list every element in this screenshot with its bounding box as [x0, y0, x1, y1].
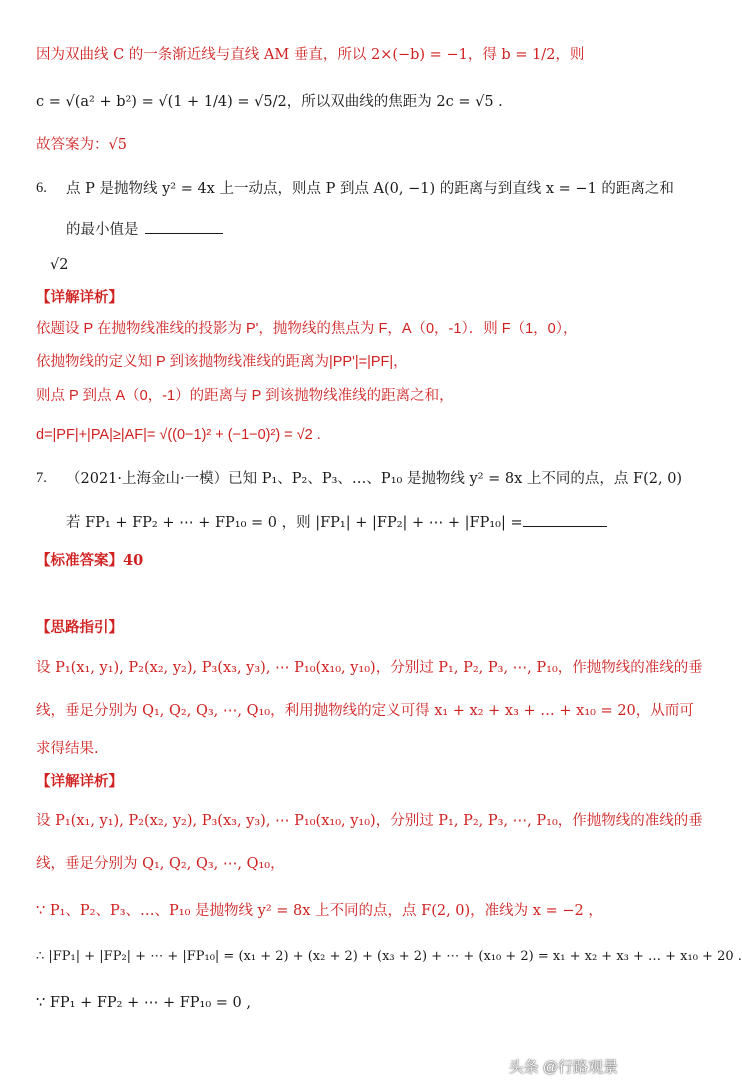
detail-2-line-3: ∵ P₁、P₂、P₃、…、P₁₀ 是抛物线 y² = 8x 上不同的点，点 F(2, 0)，准线为 x = −2 ，: [36, 903, 603, 919]
detail-1-line-4: d=|PF|+|PA|≥|AF|= √((0−1)² + (−1−0)²) = √2 .: [36, 427, 321, 443]
detail-2-line-4: ∴ |FP₁| + |FP₂| + ⋯ + |FP₁₀| = (x₁ + 2) + (x₂ + 2) + (x₃ + 2) + ⋯ + (x₁₀ + 2) = x₁ + x₂ + x₃ + … + x₁₀ + 20 .: [36, 949, 742, 964]
answer-blank: [145, 219, 223, 234]
question-6-text-cont: [66, 219, 223, 241]
question-7-text: （2021·上海金山·一模）已知 P₁、P₂、P₃、…、P₁₀ 是抛物线 y² = 8x 上不同的点，点 F(2, 0): [66, 471, 683, 487]
question-6-tail: 的最小值是: [66, 222, 139, 238]
question-7-text-cont: [66, 512, 607, 534]
detail-2-line-5: ∵ FP₁ + FP₂ + ⋯ + FP₁₀ = 0 ,: [36, 995, 251, 1011]
question-6-text: 点 P 是抛物线 y² = 4x 上一动点，则点 P 到点 A(0, −1) 的距离与到直线 x = −1 的距离之和: [66, 181, 674, 197]
question-7-number: 7.: [36, 470, 47, 486]
detail-2-line-2: 线，垂足分别为 Q₁, Q₂, Q₃, ⋯, Q₁₀，: [36, 856, 285, 872]
detail-2-line-1: 设 P₁(x₁, y₁), P₂(x₂, y₂), P₃(x₃, y₃), ⋯ P₁₀(x₁₀, y₁₀)，分别过 P₁, P₂, P₃, ⋯, P₁₀，作抛物线的准线的垂: [36, 813, 703, 829]
question-7-condition: 若 FP₁ + FP₂ + ⋯ + FP₁₀ = 0 ，则 |FP₁| + |FP₂| + ⋯ + |FP₁₀| =: [66, 515, 523, 531]
detail-1-line-1: 依题设 P 在抛物线准线的投影为 P'，抛物线的焦点为 F，A（0，-1）．则 F（1，0），: [36, 321, 578, 337]
hint-line-2: 线，垂足分别为 Q₁, Q₂, Q₃, ⋯, Q₁₀，利用抛物线的定义可得 x₁ + x₂ + x₃ + … + x₁₀ = 20，从而可: [36, 703, 694, 719]
solution-line-1: 因为双曲线 C 的一条渐近线与直线 AM 垂直，所以 2×(−b) = −1，得 b = 1/2，则: [36, 47, 585, 63]
solution-line-2: c = √(a² + b²) = √(1 + 1/4) = √5/2，所以双曲线的焦距为 2c = √5 .: [36, 94, 503, 110]
answer-line: 故答案为：√5: [36, 137, 127, 153]
hint-line-1: 设 P₁(x₁, y₁), P₂(x₂, y₂), P₃(x₃, y₃), ⋯ P₁₀(x₁₀, y₁₀)，分别过 P₁, P₂, P₃, ⋯, P₁₀，作抛物线的准线的垂: [36, 660, 703, 676]
question-6-answer: √2: [50, 257, 69, 273]
detail-1-line-2: 依抛物线的定义知 P 到该抛物线准线的距离为|PP'|=|PF|，: [36, 354, 408, 370]
hint-heading: 【思路指引】: [36, 619, 123, 636]
detail-1-line-3: 则点 P 到点 A（0，-1）的距离与 P 到该抛物线准线的距离之和，: [36, 388, 454, 404]
standard-answer: 【标准答案】40: [36, 552, 144, 569]
watermark: 头条 @行路观景: [508, 1059, 618, 1076]
hint-line-3: 求得结果.: [36, 741, 99, 757]
question-6-number: 6.: [36, 180, 47, 196]
answer-blank: [523, 512, 607, 527]
detail-heading-1: 【详解详析】: [36, 289, 123, 306]
detail-heading-2: 【详解详析】: [36, 773, 123, 790]
